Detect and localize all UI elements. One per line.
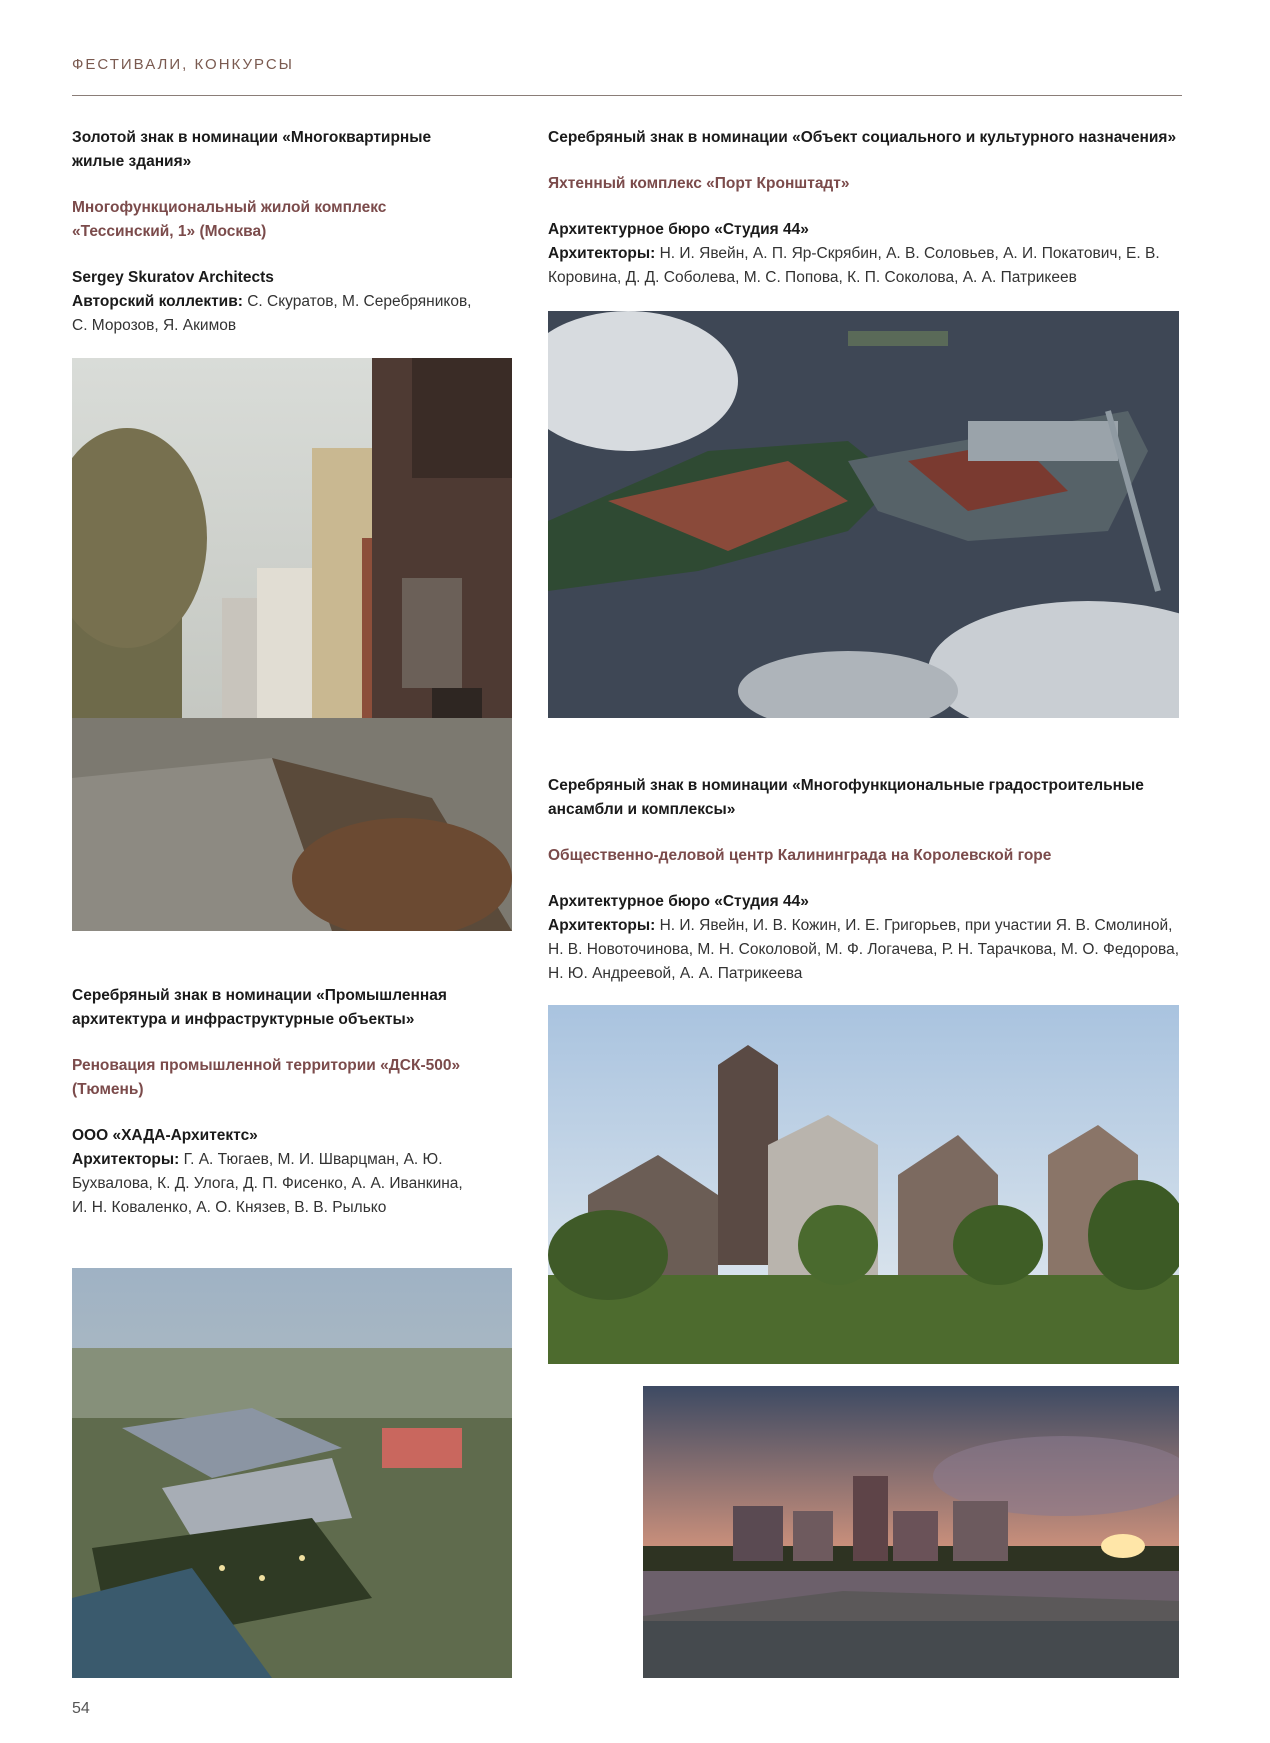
- nomination-title: Серебряный знак в номинации «Объект социального и культурного назначения»: [548, 129, 1177, 146]
- photo-kaliningrad-center-day: [548, 1005, 1179, 1364]
- firm-name: Архитектурное бюро «Студия 44»: [548, 893, 809, 910]
- nomination-title: Серебряный знак в номинации «Промышленная архитектура и инфраструктурные объекты»: [72, 987, 447, 1028]
- project-title: Общественно-деловой центр Калининграда на Королевской горе: [548, 847, 1052, 864]
- credits: [548, 242, 1188, 290]
- credits-label: Архитекторы:: [548, 917, 656, 934]
- project-title: Многофункциональный жилой комплекс «Тессинский, 1» (Москва): [72, 199, 387, 240]
- credits-names: Н. И. Явейн, И. В. Кожин, И. Е. Григорьев, при участии Я. В. Смолиной, Н. В. Новоточинова, М. Н. Соколовой, М. Ф. Логачева, Р. Н. Тарачкова, М. О. Федорова, Н. Ю. Андреевой, А. А. Патрикеева: [548, 917, 1180, 982]
- firm-name: ООО «ХАДА-Архитектс»: [72, 1127, 258, 1144]
- entry-tessinsky: [72, 126, 472, 338]
- section-label: ФЕСТИВАЛИ, КОНКУРСЫ: [72, 56, 294, 73]
- firm-name: Sergey Skuratov Architects: [72, 269, 274, 286]
- photo-kronshtadt-marina: [548, 311, 1179, 718]
- photo-tessinsky-street: [72, 358, 512, 931]
- entry-port-kronshtadt: [548, 126, 1188, 290]
- nomination-title: Серебряный знак в номинации «Многофункциональные градостроительные ансамбли и комплексы»: [548, 777, 1144, 818]
- project-title: Яхтенный комплекс «Порт Кронштадт»: [548, 175, 850, 192]
- credits-names: Г. А. Тюгаев, М. И. Шварцман, А. Ю. Бухвалова, К. Д. Улога, Д. П. Фисенко, А. А. Иванкина, И. Н. Коваленко, А. О. Князев, В. В. Рылько: [72, 1151, 463, 1216]
- credits-label: Архитекторы:: [548, 245, 656, 262]
- credits-names: С. Скуратов, М. Серебряников, С. Морозов, Я. Акимов: [72, 293, 472, 334]
- photo-dsk-500-aerial: [72, 1268, 512, 1678]
- credits: [72, 1148, 472, 1220]
- entry-dsk-500: [72, 984, 472, 1220]
- page-number: 54: [72, 1700, 90, 1717]
- credits-names: Н. И. Явейн, А. П. Яр-Скрябин, А. В. Соловьев, А. И. Покатович, Е. В. Коровина, Д. Д. Соболева, М. С. Попова, К. П. Соколова, А. А. Патрикеев: [548, 245, 1160, 286]
- header-divider: [72, 95, 1182, 96]
- project-title: Реновация промышленной территории «ДСК-500» (Тюмень): [72, 1057, 461, 1098]
- credits: [72, 290, 472, 338]
- nomination-title: Золотой знак в номинации «Многоквартирные жилые здания»: [72, 129, 432, 170]
- firm-name: Архитектурное бюро «Студия 44»: [548, 221, 809, 238]
- entry-korolevskaya-gora: [548, 774, 1188, 986]
- credits-label: Архитекторы:: [72, 1151, 180, 1168]
- credits: [548, 914, 1188, 986]
- credits-label: Авторский коллектив:: [72, 293, 243, 310]
- photo-kaliningrad-center-sunset: [643, 1386, 1179, 1678]
